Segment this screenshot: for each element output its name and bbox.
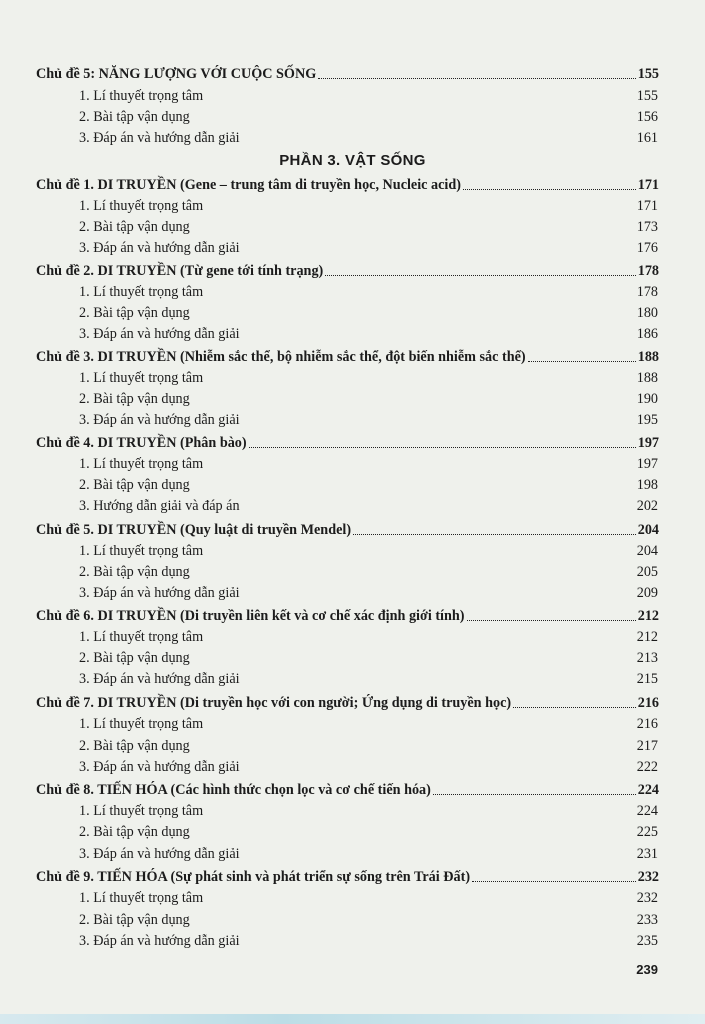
item-title: 2. Bài tập vận dụng <box>79 109 190 125</box>
chapter-title: Chủ đề 6. DI TRUYỀN (Di truyền liên kết và cơ chế xác định giới tính) <box>36 608 465 624</box>
toc-item-row[interactable] <box>0 196 705 216</box>
toc-item-row[interactable] <box>0 454 705 474</box>
dot-leader <box>433 793 636 795</box>
item-title: 3. Đáp án và hướng dẫn giải <box>79 759 240 775</box>
toc-chapter-row[interactable] <box>0 520 705 540</box>
item-page-number: 155 <box>636 88 658 104</box>
dot-leader <box>467 619 636 621</box>
item-title: 3. Đáp án và hướng dẫn giải <box>79 671 240 687</box>
toc-item-row[interactable] <box>0 669 705 689</box>
item-title: 3. Hướng dẫn giải và đáp án <box>79 498 240 514</box>
chapter-page-number: 155 <box>637 66 659 82</box>
item-title: 1. Lí thuyết trọng tâm <box>79 803 204 819</box>
toc-item-row[interactable] <box>0 757 705 777</box>
dot-leader <box>513 706 636 708</box>
item-page-number: 173 <box>636 219 658 235</box>
toc-item-row[interactable] <box>0 217 705 237</box>
item-title: 3. Đáp án và hướng dẫn giải <box>79 585 240 601</box>
dot-leader <box>463 188 636 190</box>
item-page-number: 232 <box>636 890 658 906</box>
item-page-number: 225 <box>636 824 658 840</box>
chapter-page-number: 232 <box>637 869 659 885</box>
chapter-page-number: 212 <box>637 608 659 624</box>
toc-item-row[interactable] <box>0 648 705 668</box>
part-title: PHẦN 3. VẬT SỐNG <box>279 152 426 169</box>
toc-chapter-row[interactable] <box>0 347 705 367</box>
toc-item-row[interactable] <box>0 931 705 951</box>
item-page-number: 197 <box>636 456 658 472</box>
chapter-title: Chủ đề 8. TIẾN HÓA (Các hình thức chọn lọc và cơ chế tiến hóa) <box>36 782 431 798</box>
toc-item-row[interactable] <box>0 86 705 106</box>
item-page-number: 171 <box>636 198 658 214</box>
toc-item-row[interactable] <box>0 107 705 127</box>
toc-item-row[interactable] <box>0 282 705 302</box>
chapter-title: Chủ đề 4. DI TRUYỀN (Phân bào) <box>36 435 247 451</box>
chapter-page-number: 216 <box>637 695 659 711</box>
toc-chapter-row[interactable] <box>0 433 705 453</box>
item-title: 2. Bài tập vận dụng <box>79 564 190 580</box>
toc-item-row[interactable] <box>0 888 705 908</box>
toc-item-row[interactable] <box>0 541 705 561</box>
item-page-number: 231 <box>636 846 658 862</box>
item-title: 3. Đáp án và hướng dẫn giải <box>79 412 240 428</box>
toc-item-row[interactable] <box>0 562 705 582</box>
dot-leader <box>249 446 636 448</box>
bottom-edge-strip <box>0 1014 705 1024</box>
item-title: 2. Bài tập vận dụng <box>79 738 190 754</box>
dot-leader <box>325 274 635 276</box>
item-page-number: 209 <box>636 585 658 601</box>
item-page-number: 235 <box>636 933 658 949</box>
item-title: 3. Đáp án và hướng dẫn giải <box>79 130 240 146</box>
toc-item-row[interactable] <box>0 714 705 734</box>
chapter-page-number: 197 <box>637 435 659 451</box>
item-title: 2. Bài tập vận dụng <box>79 824 190 840</box>
item-title: 1. Lí thuyết trọng tâm <box>79 543 204 559</box>
item-title: 2. Bài tập vận dụng <box>79 477 190 493</box>
chapter-title: Chủ đề 9. TIẾN HÓA (Sự phát sinh và phát triển sự sống trên Trái Đất) <box>36 869 471 885</box>
toc-item-row[interactable] <box>0 496 705 516</box>
toc-item-row[interactable] <box>0 822 705 842</box>
chapter-title: Chủ đề 5: NĂNG LƯỢNG VỚI CUỘC SỐNG <box>36 66 317 82</box>
dot-leader <box>318 77 635 79</box>
item-page-number: 176 <box>636 240 658 256</box>
item-page-number: 233 <box>636 912 658 928</box>
item-page-number: 186 <box>636 326 658 342</box>
item-page-number: 178 <box>636 284 658 300</box>
toc-item-row[interactable] <box>0 368 705 388</box>
item-page-number: 217 <box>636 738 658 754</box>
dot-leader <box>353 533 636 535</box>
item-title: 3. Đáp án và hướng dẫn giải <box>79 846 240 862</box>
item-title: 2. Bài tập vận dụng <box>79 912 190 928</box>
item-title: 1. Lí thuyết trọng tâm <box>79 629 204 645</box>
item-title: 3. Đáp án và hướng dẫn giải <box>79 240 240 256</box>
toc-item-row[interactable] <box>0 303 705 323</box>
item-title: 3. Đáp án và hướng dẫn giải <box>79 326 240 342</box>
item-page-number: 188 <box>636 370 658 386</box>
chapter-page-number: 171 <box>637 177 659 193</box>
item-page-number: 222 <box>636 759 658 775</box>
item-page-number: 198 <box>636 477 658 493</box>
toc-chapter-row[interactable] <box>0 867 705 887</box>
chapter-title: Chủ đề 3. DI TRUYỀN (Nhiễm sắc thể, bộ nhiễm sắc thể, đột biến nhiễm sắc thể) <box>36 349 526 365</box>
page-number: 239 <box>636 962 658 977</box>
item-title: 3. Đáp án và hướng dẫn giải <box>79 933 240 949</box>
chapter-title: Chủ đề 5. DI TRUYỀN (Quy luật di truyền Mendel) <box>36 522 352 538</box>
item-page-number: 156 <box>636 109 658 125</box>
chapter-title: Chủ đề 2. DI TRUYỀN (Từ gene tới tính trạng) <box>36 263 324 279</box>
chapter-page-number: 204 <box>637 522 659 538</box>
toc-item-row[interactable] <box>0 627 705 647</box>
item-page-number: 215 <box>636 671 658 687</box>
item-page-number: 195 <box>636 412 658 428</box>
toc-chapter-row[interactable] <box>0 693 705 713</box>
item-title: 2. Bài tập vận dụng <box>79 391 190 407</box>
toc-item-row[interactable] <box>0 389 705 409</box>
item-title: 2. Bài tập vận dụng <box>79 219 190 235</box>
item-page-number: 202 <box>636 498 658 514</box>
toc-item-row[interactable] <box>0 238 705 258</box>
item-title: 1. Lí thuyết trọng tâm <box>79 88 204 104</box>
toc-chapter-row[interactable] <box>0 606 705 626</box>
item-title: 1. Lí thuyết trọng tâm <box>79 284 204 300</box>
chapter-page-number: 188 <box>637 349 659 365</box>
item-page-number: 212 <box>636 629 658 645</box>
toc-item-row[interactable] <box>0 844 705 864</box>
item-page-number: 216 <box>636 716 658 732</box>
item-page-number: 161 <box>636 130 658 146</box>
toc-chapter-row[interactable] <box>0 261 705 281</box>
chapter-page-number: 224 <box>637 782 659 798</box>
item-page-number: 213 <box>636 650 658 666</box>
dot-leader <box>472 880 636 882</box>
item-page-number: 190 <box>636 391 658 407</box>
item-page-number: 224 <box>636 803 658 819</box>
item-title: 2. Bài tập vận dụng <box>79 305 190 321</box>
dot-leader <box>528 360 636 362</box>
item-title: 2. Bài tập vận dụng <box>79 650 190 666</box>
toc-item-row[interactable] <box>0 583 705 603</box>
toc-item-row[interactable] <box>0 910 705 930</box>
item-page-number: 180 <box>636 305 658 321</box>
toc-item-row[interactable] <box>0 410 705 430</box>
toc-chapter-row[interactable] <box>0 175 705 195</box>
item-title: 1. Lí thuyết trọng tâm <box>79 890 204 906</box>
toc-item-row[interactable] <box>0 475 705 495</box>
item-page-number: 205 <box>636 564 658 580</box>
toc-item-row[interactable] <box>0 128 705 148</box>
item-title: 1. Lí thuyết trọng tâm <box>79 456 204 472</box>
item-page-number: 204 <box>636 543 658 559</box>
item-title: 1. Lí thuyết trọng tâm <box>79 198 204 214</box>
toc-chapter-row[interactable] <box>0 64 705 84</box>
item-title: 1. Lí thuyết trọng tâm <box>79 716 204 732</box>
toc-chapter-row[interactable] <box>0 780 705 800</box>
chapter-title: Chủ đề 1. DI TRUYỀN (Gene – trung tâm di truyền học, Nucleic acid) <box>36 177 461 193</box>
chapter-page-number: 178 <box>637 263 659 279</box>
toc-item-row[interactable] <box>0 801 705 821</box>
item-title: 1. Lí thuyết trọng tâm <box>79 370 204 386</box>
toc-item-row[interactable] <box>0 324 705 344</box>
toc-item-row[interactable] <box>0 736 705 756</box>
chapter-title: Chủ đề 7. DI TRUYỀN (Di truyền học với con người; Ứng dụng di truyền học) <box>36 695 512 711</box>
